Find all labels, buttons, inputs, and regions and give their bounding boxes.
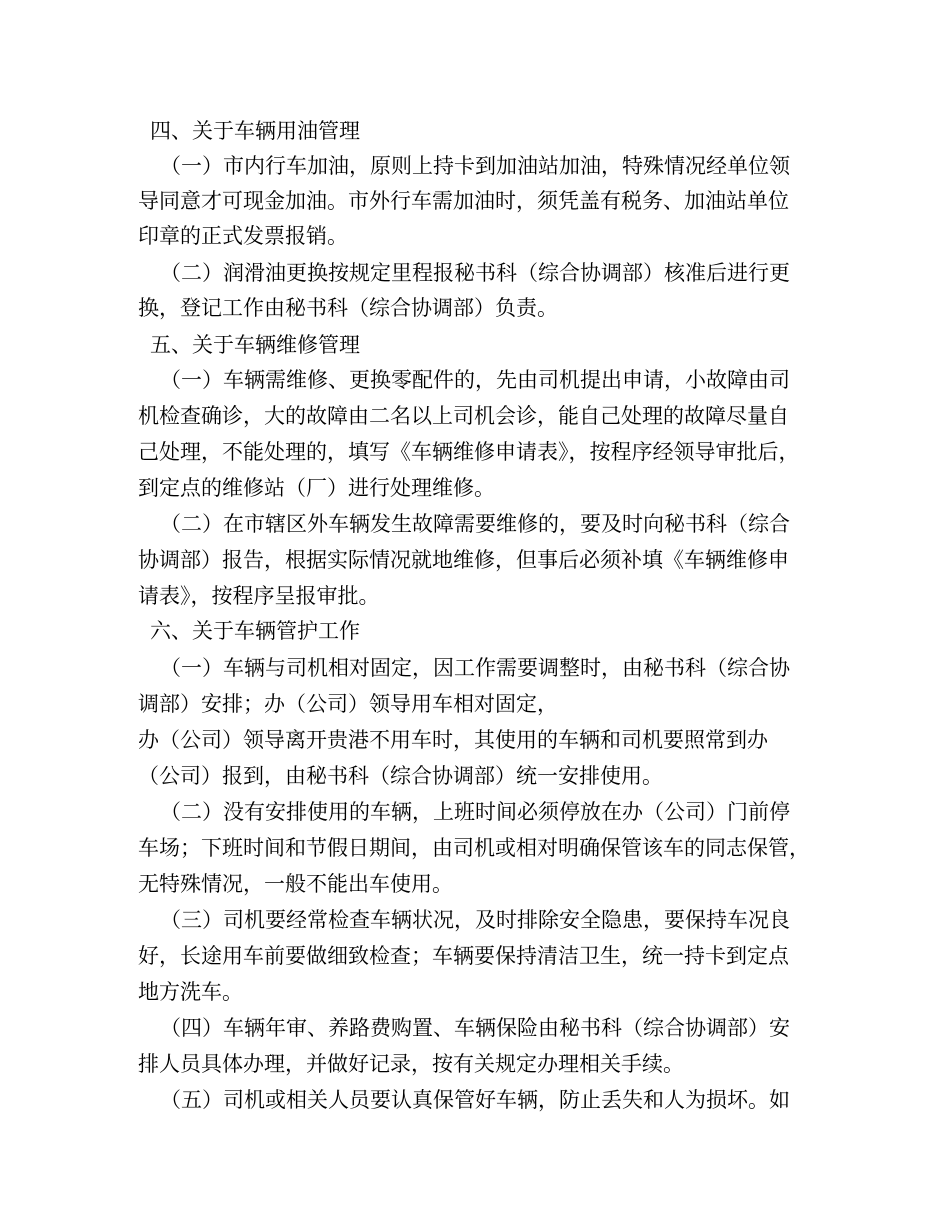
paragraph-line: （二）在市辖区外车辆发生故障需要维修的，要及时向秘书科（综合 bbox=[160, 512, 790, 536]
section-heading-5: 五、关于车辆维修管理 bbox=[150, 333, 360, 357]
paragraph-line: （公司）报到，由秘书科（综合协调部）统一安排使用。 bbox=[138, 764, 663, 788]
paragraph-line: 调部）安排；办（公司）领导用车相对固定， bbox=[138, 692, 558, 716]
paragraph-line: 协调部）报告，根据实际情况就地维修，但事后必须补填《车辆维修申 bbox=[138, 548, 789, 572]
paragraph-line: 己处理，不能处理的，填写《车辆维修申请表》，按程序经领导审批后， bbox=[138, 440, 800, 464]
paragraph-line: 好，长途用车前要做细致检查；车辆要保持清洁卫生，统一持卡到定点 bbox=[138, 944, 789, 968]
paragraph-line: 办（公司）领导离开贵港不用车时，其使用的车辆和司机要照常到办 bbox=[138, 728, 768, 752]
paragraph-line: 导同意才可现金加油。市外行车需加油时，须凭盖有税务、加油站单位 bbox=[138, 189, 789, 213]
paragraph-line: （四）车辆年审、养路费购置、车辆保险由秘书科（综合协调部）安 bbox=[160, 1016, 790, 1040]
paragraph-line: （三）司机要经常检查车辆状况，及时排除安全隐患，要保持车况良 bbox=[160, 908, 790, 932]
paragraph-line: （一）车辆与司机相对固定，因工作需要调整时，由秘书科（综合协 bbox=[160, 656, 790, 680]
paragraph-line: 无特殊情况，一般不能出车使用。 bbox=[138, 872, 453, 896]
section-heading-4: 四、关于车辆用油管理 bbox=[150, 119, 360, 143]
paragraph-line: 机检查确诊，大的故障由二名以上司机会诊，能自己处理的故障尽量自 bbox=[138, 404, 789, 428]
paragraph-line: （二）没有安排使用的车辆，上班时间必须停放在办（公司）门前停 bbox=[160, 800, 790, 824]
paragraph-line: 印章的正式发票报销。 bbox=[138, 224, 348, 248]
paragraph-line: （一）车辆需维修、更换零配件的，先由司机提出申请，小故障由司 bbox=[160, 368, 790, 392]
paragraph-line: （二）润滑油更换按规定里程报秘书科（综合协调部）核准后进行更 bbox=[160, 261, 790, 285]
section-heading-6: 六、关于车辆管护工作 bbox=[150, 619, 360, 643]
paragraph-line: 排人员具体办理，并做好记录，按有关规定办理相关手续。 bbox=[138, 1052, 684, 1076]
paragraph-line: 请表》，按程序呈报审批。 bbox=[138, 584, 380, 608]
paragraph-line: （五）司机或相关人员要认真保管好车辆，防止丢失和人为损坏。如 bbox=[160, 1088, 790, 1112]
paragraph-line: 到定点的维修站（厂）进行处理维修。 bbox=[138, 476, 495, 500]
paragraph-line: 车场；下班时间和节假日期间，由司机或相对明确保管该车的同志保管， bbox=[138, 836, 810, 860]
paragraph-line: 地方洗车。 bbox=[138, 980, 243, 1004]
paragraph-line: （一）市内行车加油，原则上持卡到加油站加油，特殊情况经单位领 bbox=[160, 154, 790, 178]
paragraph-line: 换，登记工作由秘书科（综合协调部）负责。 bbox=[138, 296, 558, 320]
